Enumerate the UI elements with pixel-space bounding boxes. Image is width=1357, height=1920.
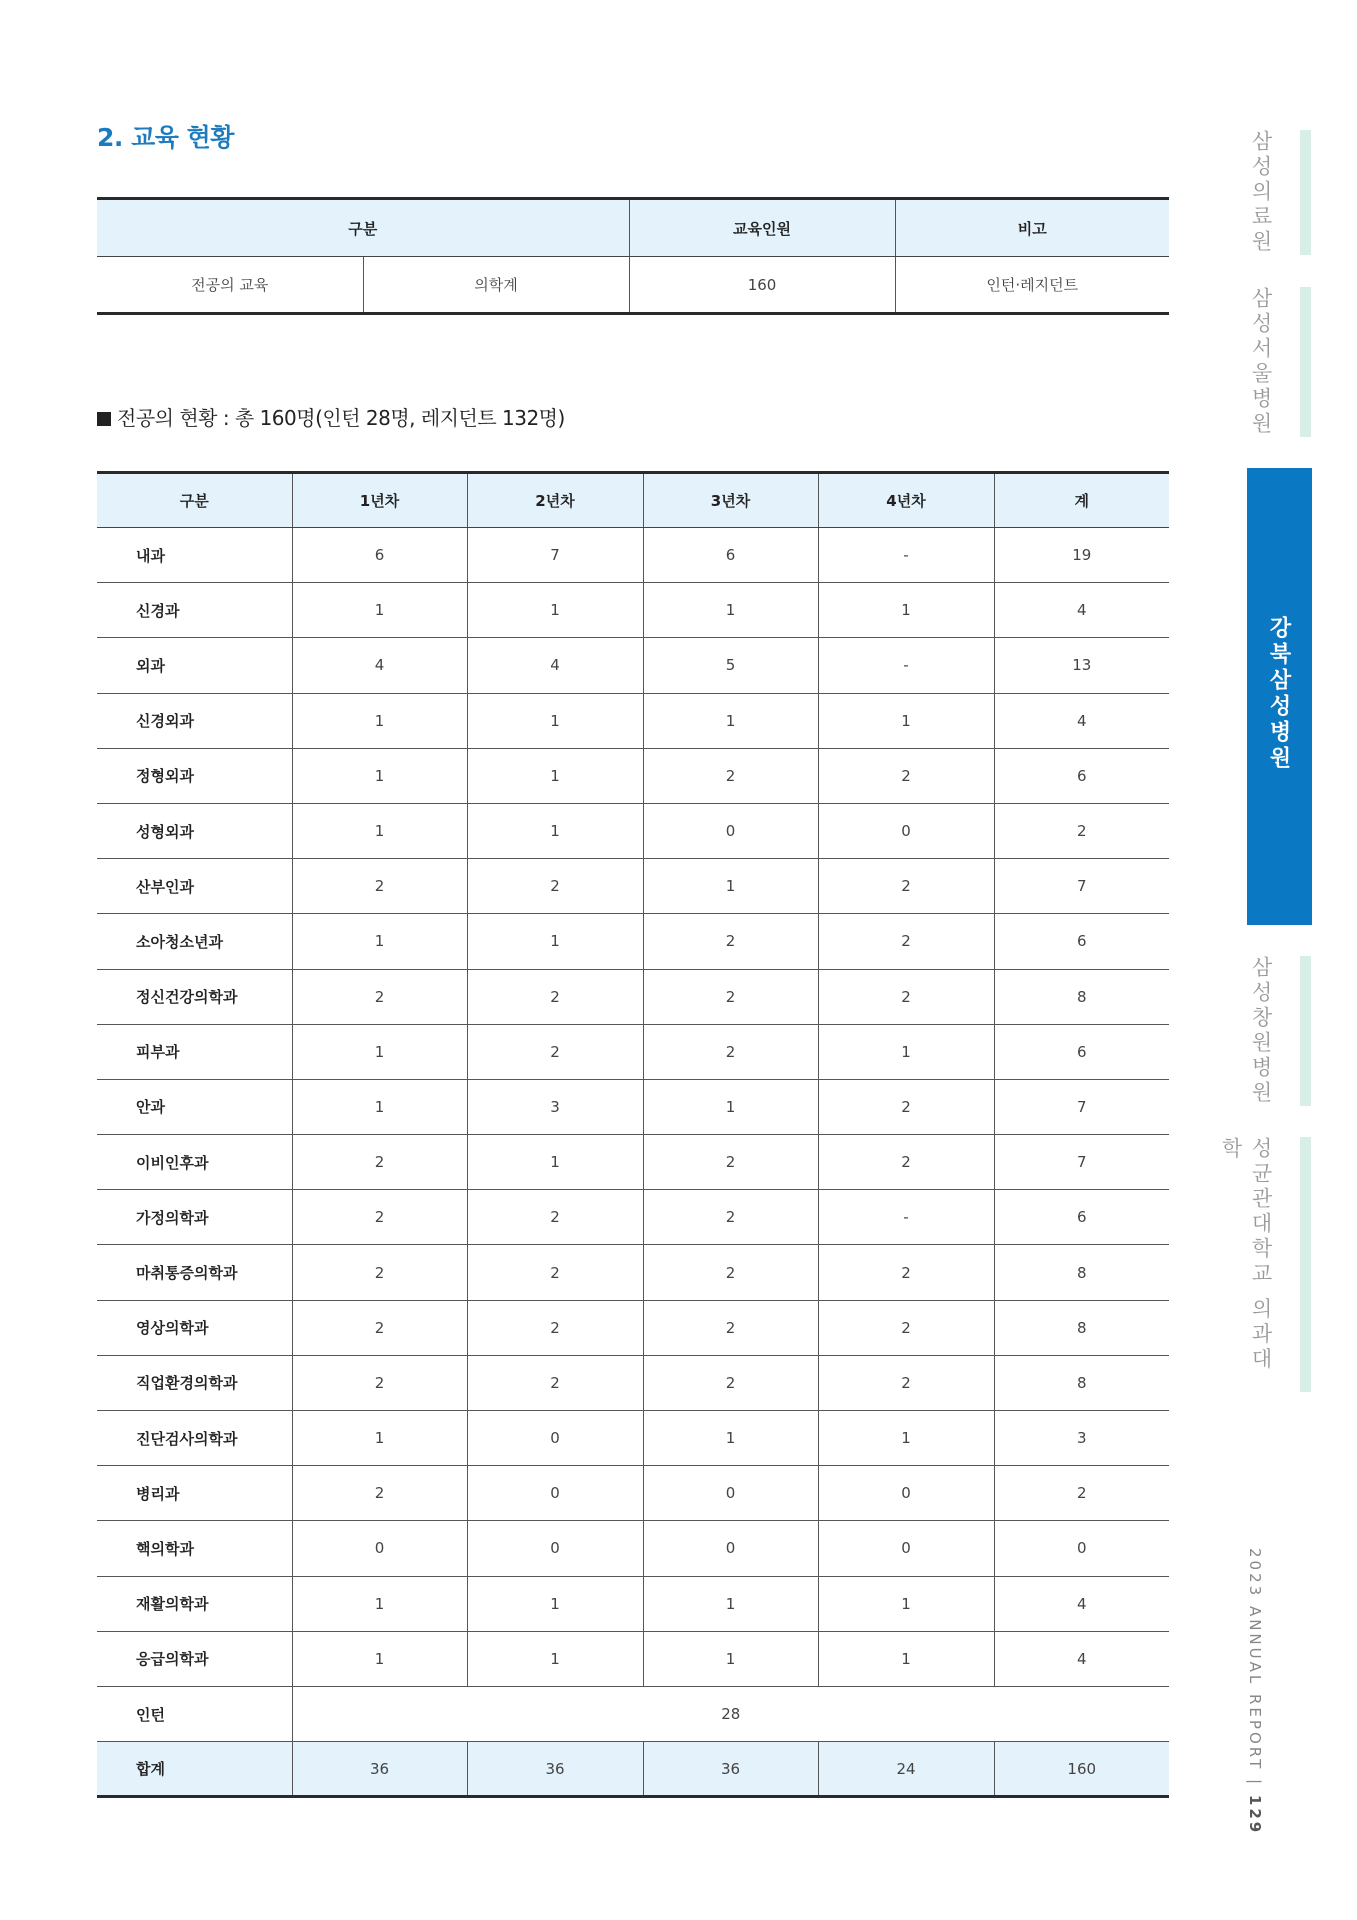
header-year2: 2년차 xyxy=(467,473,643,528)
header-year3: 3년차 xyxy=(643,473,818,528)
table-cell: 2 xyxy=(818,914,994,969)
row-label: 소아청소년과 xyxy=(97,914,292,969)
table-row xyxy=(97,1135,1169,1190)
header-year4: 4년차 xyxy=(818,473,994,528)
square-bullet-icon xyxy=(97,412,111,426)
row-label: 진단검사의학과 xyxy=(97,1411,292,1466)
table-cell: 1 xyxy=(292,1024,467,1079)
table-cell: 0 xyxy=(643,1521,818,1576)
table-cell: 1 xyxy=(467,914,643,969)
table-row xyxy=(97,1300,1169,1355)
table-cell: 2 xyxy=(994,803,1169,858)
row-label: 병리과 xyxy=(97,1466,292,1521)
table-cell: 1 xyxy=(292,748,467,803)
table-cell: 2 xyxy=(467,1355,643,1410)
table-cell: 24 xyxy=(818,1742,994,1797)
table-cell: 1 xyxy=(818,693,994,748)
table-row xyxy=(97,1245,1169,1300)
nav-label: 성균관대학교 의과대학 xyxy=(1219,1137,1273,1373)
table-cell: 1 xyxy=(643,1631,818,1686)
nav-bar xyxy=(1300,130,1311,255)
table-cell: 2 xyxy=(818,1135,994,1190)
nav-bar xyxy=(1300,1137,1311,1392)
table-cell: 6 xyxy=(994,748,1169,803)
table-cell: 6 xyxy=(994,914,1169,969)
table-cell: 2 xyxy=(994,1466,1169,1521)
table-cell: 2 xyxy=(292,969,467,1024)
table-cell: 4 xyxy=(467,638,643,693)
table-cell: 28 xyxy=(292,1686,1169,1741)
table-cell: 0 xyxy=(467,1466,643,1521)
side-nav-item-samsung-seoul[interactable] xyxy=(1230,287,1357,437)
table-row xyxy=(97,803,1169,858)
table-cell: 2 xyxy=(643,1190,818,1245)
header-year1: 1년차 xyxy=(292,473,467,528)
table-cell: 4 xyxy=(994,693,1169,748)
table-cell: - xyxy=(818,638,994,693)
table-cell: 0 xyxy=(994,1521,1169,1576)
row-label: 합계 xyxy=(97,1742,292,1797)
table-cell: 0 xyxy=(292,1521,467,1576)
table-row xyxy=(97,528,1169,583)
page-number: 129 xyxy=(1246,1794,1264,1836)
table-cell: 1 xyxy=(643,1079,818,1134)
table-row xyxy=(97,1466,1169,1521)
table-row xyxy=(97,257,1169,314)
row-label: 신경과 xyxy=(97,583,292,638)
header-category: 구분 xyxy=(97,473,292,528)
table-cell: 160 xyxy=(629,257,895,314)
table-row xyxy=(97,969,1169,1024)
row-label: 핵의학과 xyxy=(97,1521,292,1576)
table-cell: 6 xyxy=(994,1190,1169,1245)
table-cell: 0 xyxy=(643,1466,818,1521)
table-cell: 6 xyxy=(292,528,467,583)
row-label: 피부과 xyxy=(97,1024,292,1079)
table-cell: 3 xyxy=(467,1079,643,1134)
table-cell: 1 xyxy=(643,859,818,914)
table-row xyxy=(97,1411,1169,1466)
header-category: 구분 xyxy=(97,199,629,257)
footer-separator: | xyxy=(1246,1779,1264,1788)
table-cell: 2 xyxy=(818,748,994,803)
footer-report-title: 2023 ANNUAL REPORT xyxy=(1246,1548,1264,1772)
intern-row xyxy=(97,1686,1169,1741)
table-cell: 0 xyxy=(643,803,818,858)
table-cell: 1 xyxy=(818,1631,994,1686)
table-cell: 7 xyxy=(994,859,1169,914)
table-cell: 2 xyxy=(643,1024,818,1079)
table-cell: 0 xyxy=(818,1466,994,1521)
row-label: 정신건강의학과 xyxy=(97,969,292,1024)
table-cell: 1 xyxy=(643,1576,818,1631)
table-row xyxy=(97,748,1169,803)
table-cell: 1 xyxy=(292,693,467,748)
table-cell: 2 xyxy=(818,1355,994,1410)
table-cell: 36 xyxy=(292,1742,467,1797)
table-cell: 7 xyxy=(467,528,643,583)
table-row xyxy=(97,693,1169,748)
table-cell: 2 xyxy=(292,1135,467,1190)
table-cell: 1 xyxy=(467,583,643,638)
table-cell: 0 xyxy=(467,1521,643,1576)
table-cell: 2 xyxy=(467,1024,643,1079)
table-cell: 1 xyxy=(818,1411,994,1466)
table-cell: 7 xyxy=(994,1135,1169,1190)
header-note: 비고 xyxy=(895,199,1169,257)
row-label: 가정의학과 xyxy=(97,1190,292,1245)
table-row xyxy=(97,1521,1169,1576)
footer-report xyxy=(1246,1548,1264,1835)
table-cell: 36 xyxy=(643,1742,818,1797)
table-cell: 인턴·레지던트 xyxy=(895,257,1169,314)
table-cell: 2 xyxy=(643,914,818,969)
total-row xyxy=(97,1742,1169,1797)
table-cell: 1 xyxy=(643,693,818,748)
table-cell: 1 xyxy=(292,1631,467,1686)
side-nav-item-kangbuk-samsung[interactable] xyxy=(1247,468,1312,925)
table-header-row xyxy=(97,199,1169,257)
table-cell: 4 xyxy=(994,583,1169,638)
table-cell: 0 xyxy=(818,803,994,858)
nav-bar xyxy=(1300,956,1311,1106)
table-cell: 4 xyxy=(994,1576,1169,1631)
table-row xyxy=(97,1190,1169,1245)
table-row xyxy=(97,638,1169,693)
table-cell: 2 xyxy=(818,969,994,1024)
table-cell: 2 xyxy=(292,1245,467,1300)
row-label: 이비인후과 xyxy=(97,1135,292,1190)
table-cell: 2 xyxy=(818,859,994,914)
header-count: 교육인원 xyxy=(629,199,895,257)
table-cell: 1 xyxy=(292,1079,467,1134)
table-row xyxy=(97,1576,1169,1631)
table-cell: 160 xyxy=(994,1742,1169,1797)
education-table xyxy=(97,197,1169,315)
table-cell: 2 xyxy=(292,1466,467,1521)
row-label: 내과 xyxy=(97,528,292,583)
side-nav-item-samsung-medical[interactable] xyxy=(1230,130,1357,255)
table-cell: 2 xyxy=(292,1190,467,1245)
table-row xyxy=(97,1024,1169,1079)
nav-label: 강북삼성병원 xyxy=(1266,616,1291,772)
table-cell: 8 xyxy=(994,1300,1169,1355)
table-cell: 1 xyxy=(818,1576,994,1631)
table-cell: 2 xyxy=(643,1355,818,1410)
table-cell: 4 xyxy=(292,638,467,693)
table-cell: 1 xyxy=(292,1411,467,1466)
table-cell: 2 xyxy=(818,1300,994,1355)
nav-label: 삼성의료원 xyxy=(1249,130,1273,255)
table-cell: 1 xyxy=(292,1576,467,1631)
row-label: 직업환경의학과 xyxy=(97,1355,292,1410)
table-cell: 1 xyxy=(467,803,643,858)
table-cell: 1 xyxy=(818,1024,994,1079)
row-label: 산부인과 xyxy=(97,859,292,914)
table-cell: 2 xyxy=(292,1300,467,1355)
table-cell: 2 xyxy=(643,748,818,803)
table-cell: 의학계 xyxy=(363,257,629,314)
table-cell: 13 xyxy=(994,638,1169,693)
table-cell: 2 xyxy=(467,969,643,1024)
table-cell: 0 xyxy=(467,1411,643,1466)
nav-label: 삼성서울병원 xyxy=(1249,287,1273,437)
table-cell: 3 xyxy=(994,1411,1169,1466)
table-cell: 2 xyxy=(467,1300,643,1355)
table-row xyxy=(97,1355,1169,1410)
table-cell: 1 xyxy=(467,693,643,748)
table-cell: 4 xyxy=(994,1631,1169,1686)
table-row xyxy=(97,1631,1169,1686)
table-row xyxy=(97,914,1169,969)
nav-label: 삼성창원병원 xyxy=(1249,956,1273,1106)
table-cell: 1 xyxy=(467,1135,643,1190)
table-row xyxy=(97,1079,1169,1134)
table-cell: 1 xyxy=(292,583,467,638)
table-cell: 2 xyxy=(643,1245,818,1300)
row-label: 안과 xyxy=(97,1079,292,1134)
table-cell: 0 xyxy=(818,1521,994,1576)
table-cell: 19 xyxy=(994,528,1169,583)
resident-summary xyxy=(97,402,565,431)
table-cell: 2 xyxy=(643,969,818,1024)
table-cell: 8 xyxy=(994,969,1169,1024)
table-cell: 2 xyxy=(643,1300,818,1355)
row-label: 응급의학과 xyxy=(97,1631,292,1686)
table-cell: 7 xyxy=(994,1079,1169,1134)
resident-table xyxy=(97,471,1169,1798)
table-cell: 36 xyxy=(467,1742,643,1797)
row-label: 신경외과 xyxy=(97,693,292,748)
table-cell: 2 xyxy=(292,859,467,914)
row-label: 인턴 xyxy=(97,1686,292,1741)
table-cell: 6 xyxy=(994,1024,1169,1079)
row-label: 영상의학과 xyxy=(97,1300,292,1355)
header-total: 계 xyxy=(994,473,1169,528)
table-cell: 2 xyxy=(818,1245,994,1300)
row-label: 정형외과 xyxy=(97,748,292,803)
table-row xyxy=(97,583,1169,638)
section-title: 2. 교육 현황 xyxy=(97,123,234,152)
side-nav-item-skku-medicine[interactable] xyxy=(1219,1137,1357,1392)
table-row xyxy=(97,859,1169,914)
row-label: 마취통증의학과 xyxy=(97,1245,292,1300)
table-cell: 1 xyxy=(467,1576,643,1631)
table-cell: 8 xyxy=(994,1355,1169,1410)
table-cell: 6 xyxy=(643,528,818,583)
table-cell: 8 xyxy=(994,1245,1169,1300)
nav-bar xyxy=(1300,287,1311,437)
table-cell: 2 xyxy=(467,1245,643,1300)
table-cell: 1 xyxy=(643,1411,818,1466)
row-label: 재활의학과 xyxy=(97,1576,292,1631)
table-cell: 전공의 교육 xyxy=(191,276,269,294)
row-label: 성형외과 xyxy=(97,803,292,858)
table-cell: 1 xyxy=(292,914,467,969)
resident-summary-text: 전공의 현황 : 총 160명(인턴 28명, 레지던트 132명) xyxy=(117,406,565,430)
table-header-row xyxy=(97,473,1169,528)
table-cell: 2 xyxy=(643,1135,818,1190)
table-cell: 1 xyxy=(818,583,994,638)
table-cell: 5 xyxy=(643,638,818,693)
table-cell: - xyxy=(818,1190,994,1245)
table-cell: 2 xyxy=(467,859,643,914)
table-cell: 2 xyxy=(292,1355,467,1410)
table-cell: 1 xyxy=(467,748,643,803)
table-cell: - xyxy=(818,528,994,583)
side-nav-item-samsung-changwon[interactable] xyxy=(1230,956,1357,1106)
table-cell: 1 xyxy=(467,1631,643,1686)
table-cell: 2 xyxy=(818,1079,994,1134)
row-label: 외과 xyxy=(97,638,292,693)
table-cell: 2 xyxy=(467,1190,643,1245)
table-cell: 1 xyxy=(292,803,467,858)
table-cell: 1 xyxy=(643,583,818,638)
